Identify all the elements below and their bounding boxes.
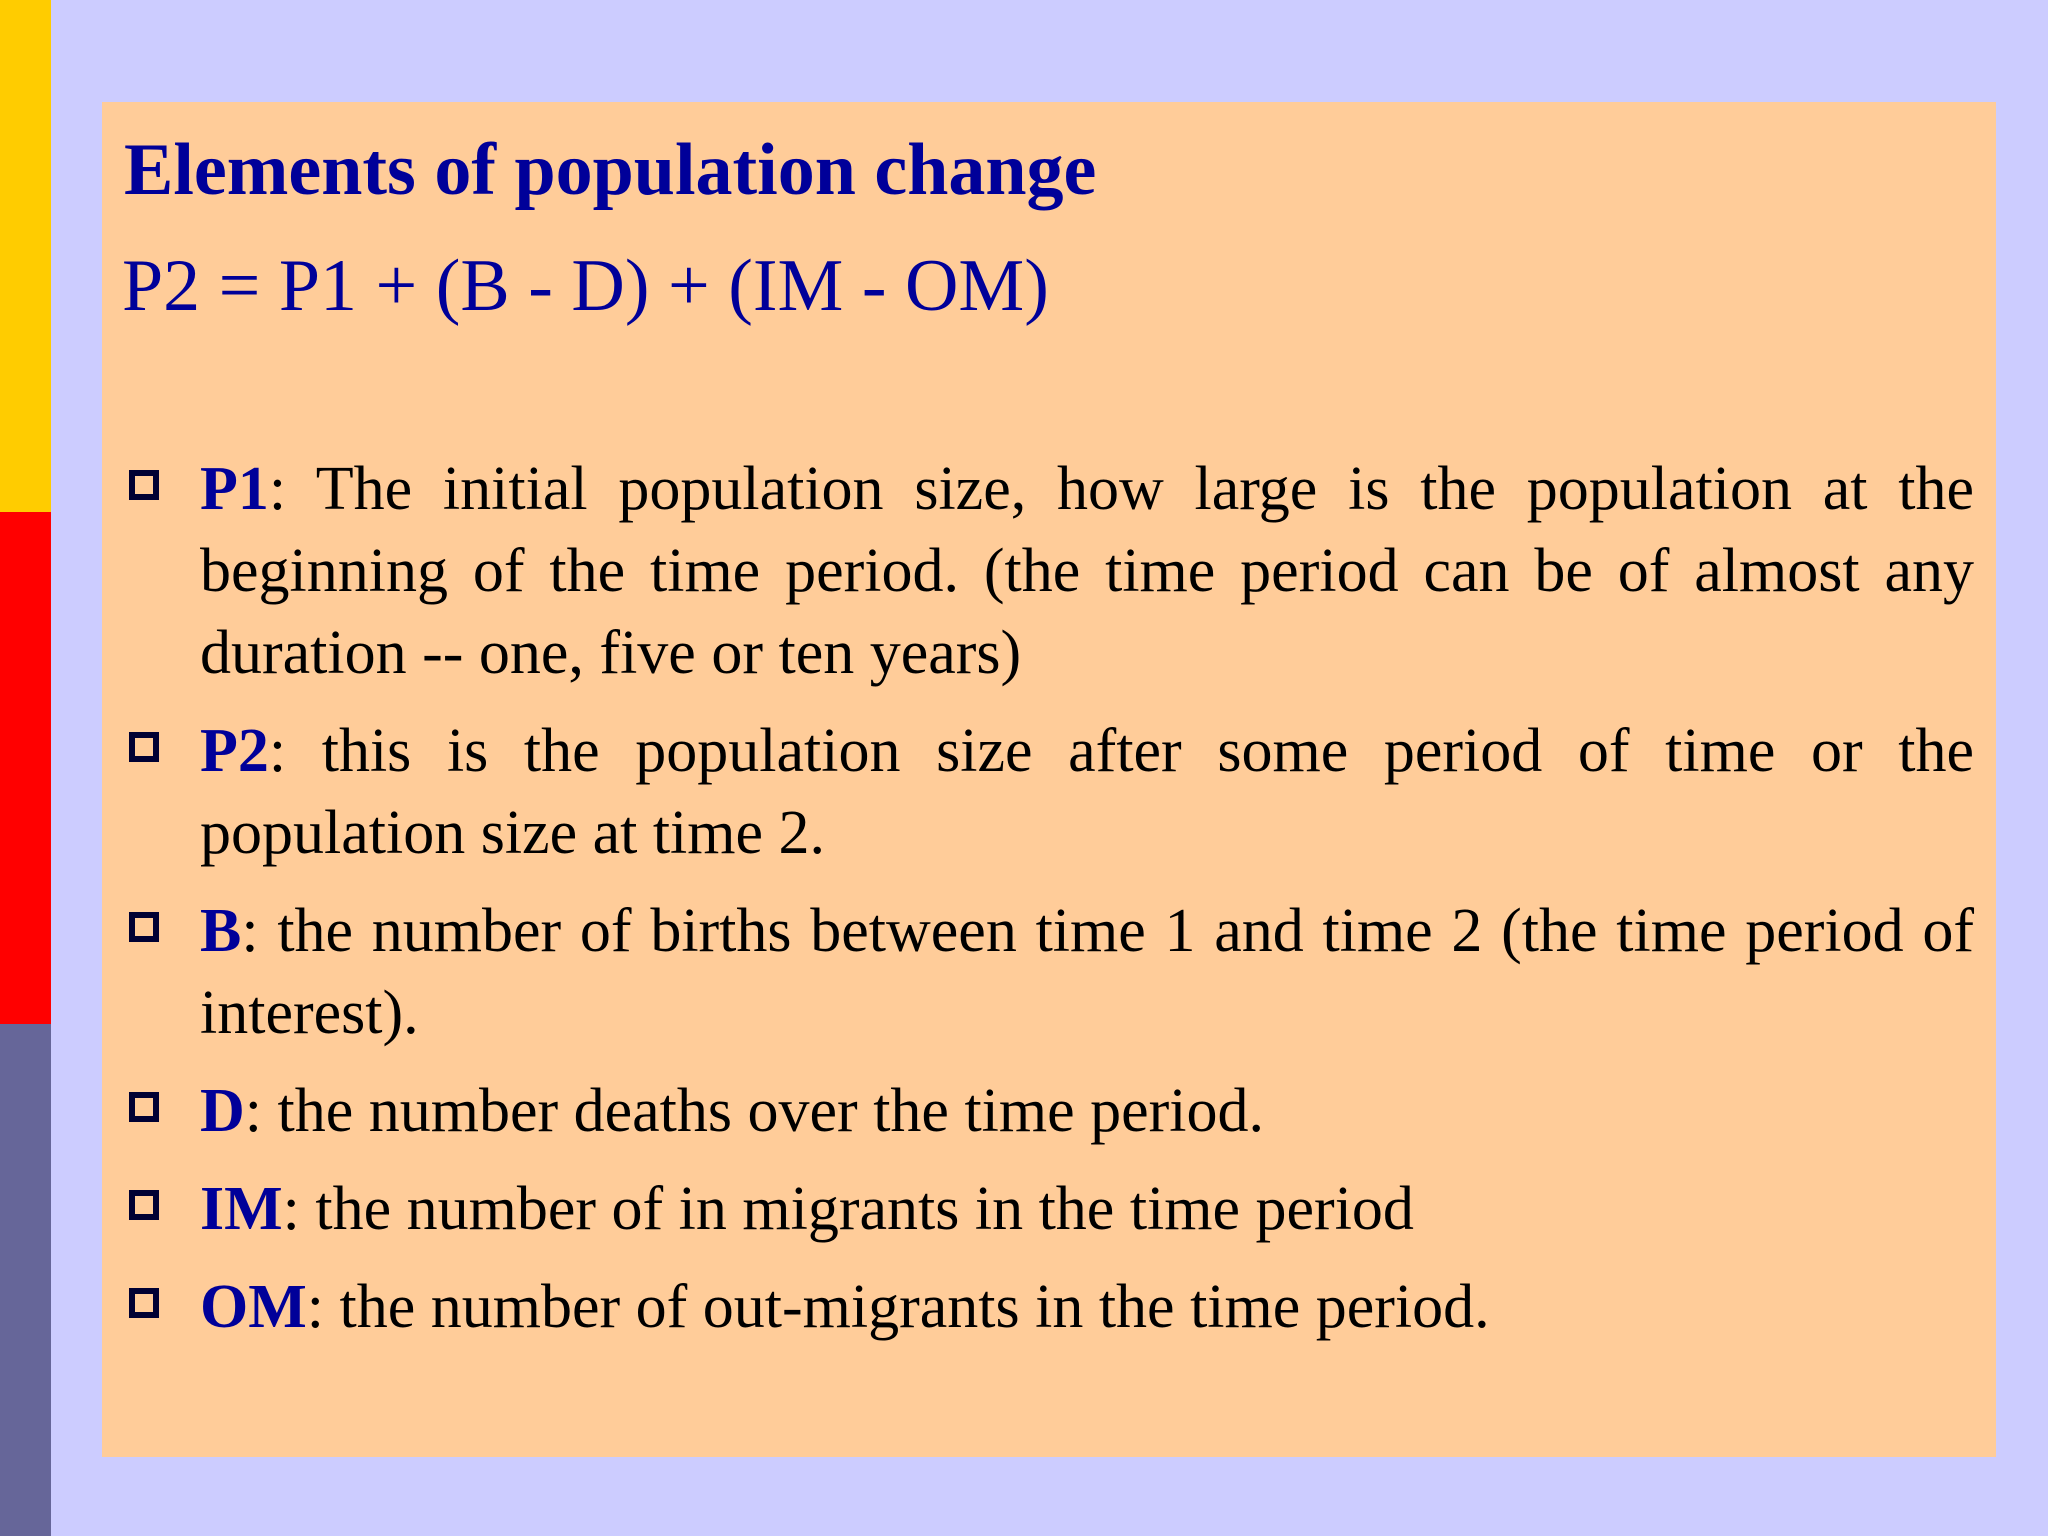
population-formula: P2 = P1 + (B - D) + (IM - OM) — [122, 245, 1049, 327]
stripe-bottom — [0, 1024, 51, 1536]
bullet-term: D — [200, 1077, 245, 1145]
bullet-item-b — [124, 890, 1974, 1054]
bullet-item-d — [124, 1070, 1974, 1152]
bullet-text: : the number of out-migrants in the time period. — [306, 1273, 1490, 1341]
bullet-term: B — [200, 897, 242, 965]
bullet-term: P2 — [200, 717, 269, 785]
slide-title: Elements of population change — [124, 129, 1097, 211]
bullet-item-p1 — [124, 448, 1974, 694]
bullet-term: IM — [200, 1175, 283, 1243]
hollow-square-bullet-icon — [129, 912, 159, 942]
bullet-text: : the number deaths over the time period. — [244, 1077, 1265, 1145]
bullet-text: : The initial population size, how large is the population at the beginning of the time period. (the time period can be of almost any duration -- one, five or ten years) — [200, 455, 1974, 687]
hollow-square-bullet-icon — [129, 470, 159, 500]
bullet-text: : this is the population size after some period of time or the population size at time 2. — [200, 717, 1974, 867]
bullet-item-om — [124, 1266, 1974, 1348]
hollow-square-bullet-icon — [129, 1190, 159, 1220]
bullet-text: : the number of births between time 1 and time 2 (the time period of interest). — [200, 897, 1974, 1047]
bullet-item-p2 — [124, 710, 1974, 874]
hollow-square-bullet-icon — [129, 732, 159, 762]
bullet-term: P1 — [200, 455, 269, 523]
hollow-square-bullet-icon — [129, 1288, 159, 1318]
stripe-middle — [0, 512, 51, 1024]
bullet-text: : the number of in migrants in the time period — [282, 1175, 1414, 1243]
hollow-square-bullet-icon — [129, 1092, 159, 1122]
bullet-item-im — [124, 1168, 1974, 1250]
bullet-term: OM — [200, 1273, 307, 1341]
bullet-list — [124, 448, 1974, 1364]
stripe-top — [0, 0, 51, 512]
